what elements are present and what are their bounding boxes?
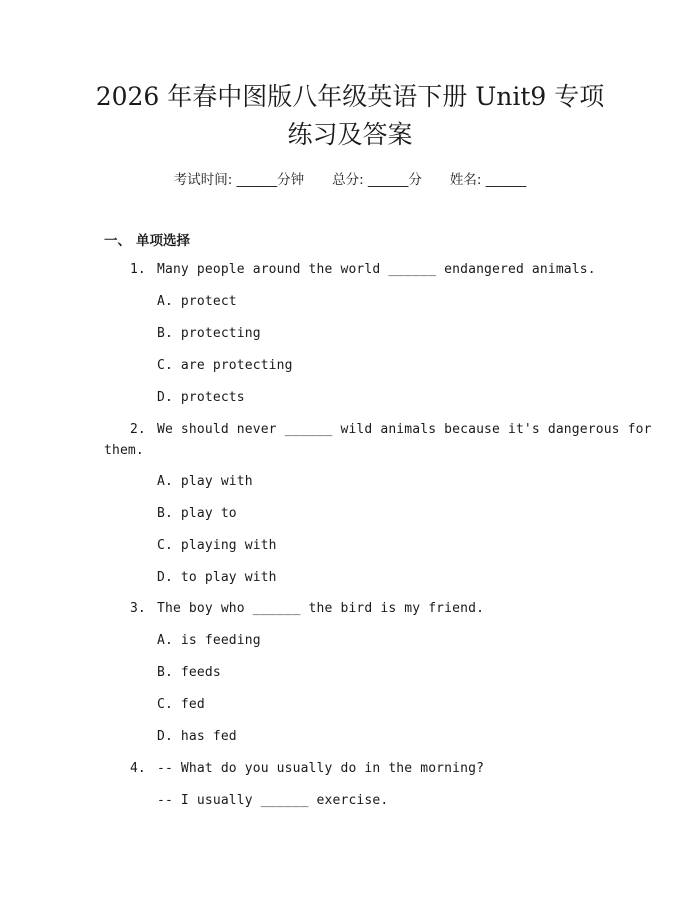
section-heading bbox=[104, 229, 190, 249]
option: A. play with bbox=[157, 474, 253, 489]
option: D. protects bbox=[157, 390, 245, 405]
option: B. protecting bbox=[157, 326, 261, 341]
title-line-1: 2026 年春中图版八年级英语下册 Unit9 专项 bbox=[95, 82, 605, 111]
question-text-continued: them. bbox=[104, 443, 144, 458]
option: C. fed bbox=[157, 697, 205, 712]
exam-score: 总分: ______分 bbox=[332, 172, 422, 188]
question-text: We should never ______ wild animals because it's dangerous for bbox=[157, 422, 652, 437]
option: D. has fed bbox=[157, 729, 237, 744]
option: B. feeds bbox=[157, 665, 221, 680]
option: A. protect bbox=[157, 294, 237, 309]
question-number: 1. bbox=[130, 262, 146, 277]
question-text: -- What do you usually do in the morning? bbox=[157, 761, 485, 776]
option: D. to play with bbox=[157, 570, 277, 585]
exam-meta bbox=[0, 168, 700, 188]
question-number: 4. bbox=[130, 761, 146, 776]
option: C. are protecting bbox=[157, 358, 293, 373]
option: A. is feeding bbox=[157, 633, 261, 648]
title-line-2: 练习及答案 bbox=[287, 120, 413, 149]
question-number: 2. bbox=[130, 422, 146, 437]
exam-name: 姓名: ______ bbox=[449, 172, 527, 188]
option: B. play to bbox=[157, 506, 237, 521]
section-number: 一、 bbox=[104, 233, 131, 249]
question-text-continued: -- I usually ______ exercise. bbox=[157, 793, 389, 808]
question-text: Many people around the world ______ endangered animals. bbox=[157, 262, 596, 277]
section-title: 单项选择 bbox=[136, 233, 190, 249]
question-text: The boy who ______ the bird is my friend. bbox=[157, 601, 485, 616]
document-title bbox=[0, 78, 700, 154]
exam-time: 考试时间: ______分钟 bbox=[173, 172, 305, 188]
option: C. playing with bbox=[157, 538, 277, 553]
question-number: 3. bbox=[130, 601, 146, 616]
